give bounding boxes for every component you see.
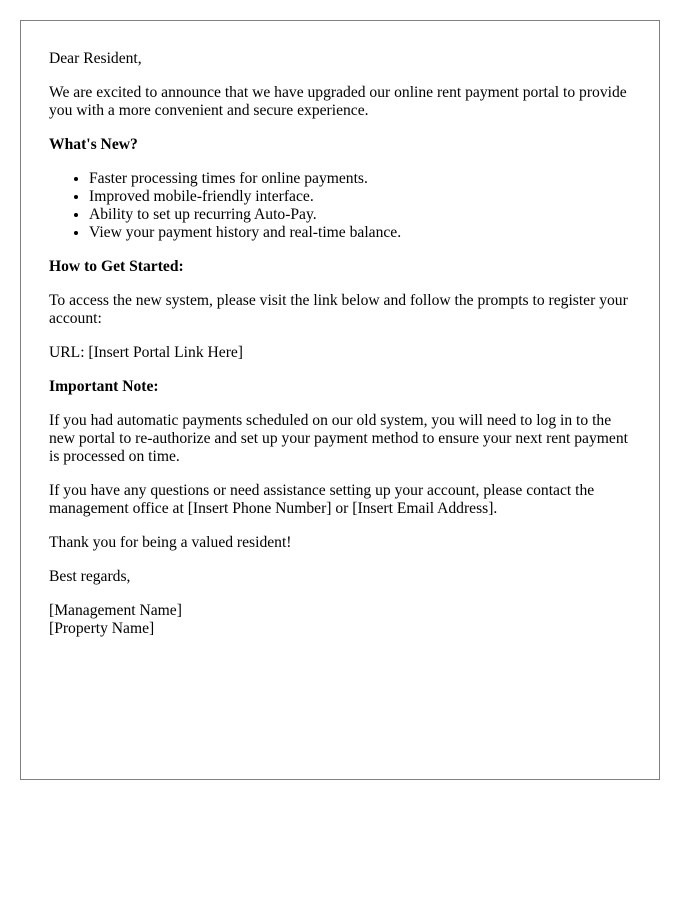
greeting: Dear Resident, bbox=[49, 50, 142, 67]
signature-block bbox=[49, 602, 631, 638]
intro-paragraph: We are excited to announce that we have upgraded our online rent payment portal to provide you with a more convenient and secure experience. bbox=[49, 84, 627, 119]
list-item: • Improved mobile-friendly interface. bbox=[89, 188, 631, 206]
portal-url: URL: [Insert Portal Link Here] bbox=[49, 344, 244, 361]
closing-line: Best regards, bbox=[49, 568, 131, 585]
letter-body bbox=[20, 20, 660, 780]
questions-paragraph: If you have any questions or need assistance setting up your account, please contact the management office at [Insert Phone Number] or [Insert Email Address]. bbox=[49, 482, 595, 517]
whats-new-heading: What's New? bbox=[49, 136, 138, 153]
get-started-heading: How to Get Started: bbox=[49, 258, 184, 275]
whats-new-list bbox=[49, 170, 631, 242]
get-started-paragraph: To access the new system, please visit the link below and follow the prompts to register your account: bbox=[49, 292, 628, 327]
important-note-heading: Important Note: bbox=[49, 378, 159, 395]
signature-property: [Property Name] bbox=[49, 620, 155, 637]
important-note-paragraph: If you had automatic payments scheduled on our old system, you will need to log in to the new portal to re-authorize and set up your payment method to ensure your next rent payment is processed on time. bbox=[49, 412, 628, 465]
list-item: • View your payment history and real-time balance. bbox=[89, 224, 631, 242]
thanks-line: Thank you for being a valued resident! bbox=[49, 534, 292, 551]
list-item: • Ability to set up recurring Auto-Pay. bbox=[89, 206, 631, 224]
list-item: • Faster processing times for online payments. bbox=[89, 170, 631, 188]
signature-name: [Management Name] bbox=[49, 602, 182, 619]
